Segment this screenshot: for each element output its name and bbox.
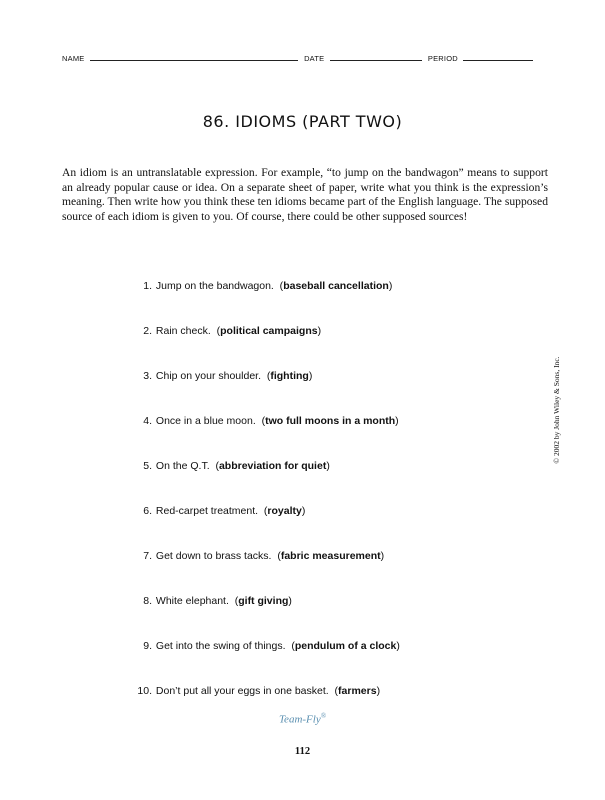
list-item: 5. On the Q.T. (abbreviation for quiet) bbox=[143, 460, 330, 472]
page-number: 112 bbox=[294, 746, 311, 757]
name-blank bbox=[90, 54, 298, 61]
list-item: 10. Don’t put all your eggs in one basket. (farmers) bbox=[137, 685, 381, 697]
page-title: 86. IDIOMS (PART TWO) bbox=[202, 112, 403, 131]
team-fly-mark: Team-Fly® bbox=[278, 712, 327, 726]
list-item: 4. Once in a blue moon. (two full moons in a month) bbox=[143, 415, 399, 427]
list-item: 3. Chip on your shoulder. (fighting) bbox=[143, 370, 313, 382]
student-info-line bbox=[62, 54, 533, 63]
list-item: 7. Get down to brass tacks. (fabric measurement) bbox=[143, 550, 385, 562]
list-item: 9. Get into the swing of things. (pendulum of a clock) bbox=[143, 640, 400, 652]
date-blank bbox=[330, 54, 422, 61]
list-item: 2. Rain check. (political campaigns) bbox=[143, 325, 322, 337]
list-item: 1. Jump on the bandwagon. (baseball cancellation) bbox=[143, 280, 393, 292]
period-blank bbox=[463, 54, 533, 61]
period-label: PERIOD bbox=[427, 54, 458, 63]
list-item: 8. White elephant. (gift giving) bbox=[143, 595, 292, 607]
copyright-notice: © 2002 by John Wiley & Sons, Inc. bbox=[552, 356, 561, 464]
name-label: NAME bbox=[62, 54, 85, 63]
list-item: 6. Red-carpet treatment. (royalty) bbox=[143, 505, 306, 517]
intro-paragraph: An idiom is an untranslatable expression. For example, “to jump on the bandwagon” means to support an already popular cause or idea. On a separate sheet of paper, write what you think is the expression’s meaning. Then write how you think these ten idioms became part of the English language. The supposed source of each idiom is given to you. Of course, there could be other supposed sources! bbox=[62, 166, 548, 223]
date-label: DATE bbox=[304, 54, 325, 63]
